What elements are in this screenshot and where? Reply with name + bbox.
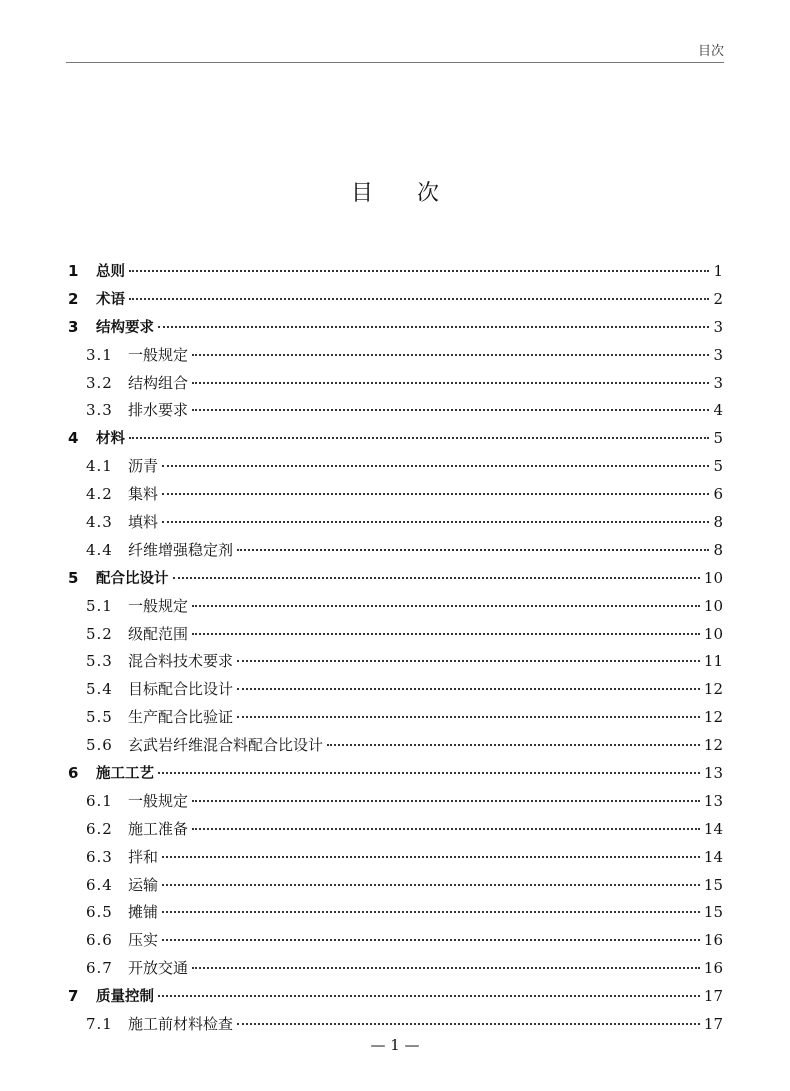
toc-leader-dots xyxy=(173,577,700,579)
toc-leader-dots xyxy=(129,437,709,439)
toc-entry-number: 6.2 xyxy=(86,819,113,838)
toc-entry-page: 14 xyxy=(703,847,723,866)
toc-leader-dots xyxy=(237,716,700,718)
toc-leader-dots xyxy=(158,326,709,328)
toc-leader-dots xyxy=(162,521,709,523)
page-number: — 1 — xyxy=(370,1036,420,1054)
toc-entry-number: 5.5 xyxy=(86,708,113,727)
toc-leader-dots xyxy=(237,688,700,690)
toc-leader-dots xyxy=(237,549,709,551)
toc-entry-number: 6.5 xyxy=(86,903,113,922)
toc-entry-title: 生产配合比验证 xyxy=(128,708,234,727)
toc-entry-page: 5 xyxy=(713,457,723,476)
toc-entry-title: 混合料技术要求 xyxy=(128,652,234,671)
toc-entry-number: 6.6 xyxy=(86,931,113,950)
toc-entry-page: 3 xyxy=(713,345,723,364)
toc-entry-title: 施工前材料检查 xyxy=(128,1015,234,1034)
toc-entry-title: 压实 xyxy=(128,931,159,950)
toc-entry[interactable] xyxy=(68,983,723,1011)
toc-leader-dots xyxy=(158,995,700,997)
toc-entry-page: 12 xyxy=(703,736,723,755)
toc-leader-dots xyxy=(327,744,700,746)
toc-entry-number: 4.4 xyxy=(86,540,113,559)
toc-entry-page: 17 xyxy=(703,1015,723,1034)
toc-entry-page: 16 xyxy=(703,959,723,978)
toc-leader-dots xyxy=(162,856,700,858)
toc-entry-title: 施工工艺 xyxy=(96,766,154,783)
toc-entry-title: 一般规定 xyxy=(128,345,189,364)
toc-entry-page: 6 xyxy=(713,485,723,504)
table-of-contents xyxy=(68,258,723,1039)
toc-entry-page: 13 xyxy=(703,764,723,783)
toc-entry-page: 12 xyxy=(703,708,723,727)
toc-leader-dots xyxy=(192,967,700,969)
toc-entry[interactable] xyxy=(68,899,723,927)
toc-entry[interactable] xyxy=(68,621,723,649)
toc-entry-number: 7 xyxy=(68,987,79,1006)
toc-entry[interactable] xyxy=(68,955,723,983)
toc-entry-number: 6.1 xyxy=(86,791,113,810)
toc-entry-number: 5.1 xyxy=(86,596,113,615)
toc-entry-page: 11 xyxy=(703,652,723,671)
toc-entry[interactable] xyxy=(68,453,723,481)
toc-entry-number: 6.4 xyxy=(86,875,113,894)
toc-entry[interactable] xyxy=(68,788,723,816)
toc-entry[interactable] xyxy=(68,816,723,844)
toc-entry-page: 12 xyxy=(703,680,723,699)
toc-entry-number: 6 xyxy=(68,764,79,783)
toc-entry-title: 目标配合比设计 xyxy=(128,680,234,699)
toc-leader-dots xyxy=(192,409,709,411)
toc-leader-dots xyxy=(192,354,709,356)
toc-entry[interactable] xyxy=(68,732,723,760)
toc-entry-number: 5.2 xyxy=(86,624,113,643)
toc-entry-number: 4.2 xyxy=(86,485,113,504)
toc-entry-page: 15 xyxy=(703,903,723,922)
toc-entry-title: 质量控制 xyxy=(96,989,154,1006)
toc-entry-number: 4 xyxy=(68,429,79,448)
toc-entry[interactable] xyxy=(68,314,723,342)
toc-entry[interactable] xyxy=(68,593,723,621)
toc-entry-title: 级配范围 xyxy=(128,624,189,643)
toc-entry[interactable] xyxy=(68,565,723,593)
toc-entry-page: 13 xyxy=(703,791,723,810)
toc-leader-dots xyxy=(192,828,700,830)
toc-leader-dots xyxy=(192,633,700,635)
toc-entry-title: 沥青 xyxy=(128,457,159,476)
toc-entry-title: 材料 xyxy=(96,431,125,448)
toc-entry[interactable] xyxy=(68,258,723,286)
toc-entry-title: 玄武岩纤维混合料配合比设计 xyxy=(128,736,324,755)
toc-entry-page: 8 xyxy=(713,540,723,559)
toc-entry-title: 配合比设计 xyxy=(96,570,169,587)
toc-leader-dots xyxy=(129,298,709,300)
toc-entry-title: 纤维增强稳定剂 xyxy=(128,540,234,559)
toc-leader-dots xyxy=(162,465,709,467)
toc-entry[interactable] xyxy=(68,648,723,676)
toc-entry-title: 拌和 xyxy=(128,847,159,866)
toc-entry-number: 3.1 xyxy=(86,345,113,364)
toc-leader-dots xyxy=(162,884,700,886)
toc-entry-title: 施工准备 xyxy=(128,819,189,838)
toc-entry[interactable] xyxy=(68,370,723,398)
toc-leader-dots xyxy=(192,800,700,802)
running-header: 目次 xyxy=(697,44,724,59)
toc-entry[interactable] xyxy=(68,927,723,955)
toc-entry-page: 10 xyxy=(703,624,723,643)
toc-entry[interactable] xyxy=(68,537,723,565)
toc-entry-number: 5 xyxy=(68,568,79,587)
toc-entry-number: 4.1 xyxy=(86,457,113,476)
toc-entry[interactable] xyxy=(68,481,723,509)
toc-entry[interactable] xyxy=(68,1011,723,1039)
toc-leader-dots xyxy=(162,911,700,913)
toc-entry[interactable] xyxy=(68,704,723,732)
toc-leader-dots xyxy=(192,382,709,384)
toc-entry[interactable] xyxy=(68,676,723,704)
toc-entry[interactable] xyxy=(68,397,723,425)
toc-entry-title: 填料 xyxy=(128,513,159,532)
toc-entry-page: 15 xyxy=(703,875,723,894)
toc-entry-number: 3.3 xyxy=(86,401,113,420)
toc-entry[interactable] xyxy=(68,342,723,370)
toc-leader-dots xyxy=(237,1023,700,1025)
toc-entry-title: 术语 xyxy=(96,291,125,308)
toc-leader-dots xyxy=(192,605,700,607)
toc-entry-title: 摊铺 xyxy=(128,903,159,922)
toc-entry-title: 一般规定 xyxy=(128,791,189,810)
toc-leader-dots xyxy=(237,660,700,662)
toc-entry-number: 6.3 xyxy=(86,847,113,866)
toc-leader-dots xyxy=(129,270,709,272)
toc-entry-page: 17 xyxy=(703,987,723,1006)
toc-entry-page: 1 xyxy=(713,262,723,280)
toc-entry[interactable] xyxy=(68,844,723,872)
toc-entry[interactable] xyxy=(68,286,723,314)
toc-entry-number: 1 xyxy=(68,262,79,280)
toc-entry-page: 14 xyxy=(703,819,723,838)
toc-entry-page: 5 xyxy=(713,429,723,448)
toc-entry-page: 10 xyxy=(703,596,723,615)
toc-entry-page: 3 xyxy=(713,317,723,336)
toc-leader-dots xyxy=(162,493,709,495)
toc-entry-title: 结构要求 xyxy=(96,319,154,336)
toc-entry[interactable] xyxy=(68,872,723,900)
toc-entry-number: 3 xyxy=(68,317,79,336)
toc-leader-dots xyxy=(158,772,700,774)
page-title: 目次 xyxy=(350,181,483,206)
toc-entry-title: 排水要求 xyxy=(128,401,189,420)
toc-entry-title: 集料 xyxy=(128,485,159,504)
toc-entry-title: 结构组合 xyxy=(128,373,189,392)
toc-entry-number: 5.3 xyxy=(86,652,113,671)
toc-entry-title: 总则 xyxy=(96,264,125,280)
toc-entry[interactable] xyxy=(68,509,723,537)
header-divider xyxy=(66,62,724,63)
toc-entry-page: 2 xyxy=(713,289,723,308)
toc-entry-number: 5.4 xyxy=(86,680,113,699)
toc-entry[interactable] xyxy=(68,760,723,788)
toc-entry-number: 6.7 xyxy=(86,959,113,978)
toc-entry-page: 16 xyxy=(703,931,723,950)
toc-entry-number: 5.6 xyxy=(86,736,113,755)
toc-entry-title: 运输 xyxy=(128,875,159,894)
toc-entry-number: 4.3 xyxy=(86,513,113,532)
toc-entry-page: 3 xyxy=(713,373,723,392)
toc-entry-title: 一般规定 xyxy=(128,596,189,615)
toc-leader-dots xyxy=(162,939,700,941)
toc-entry-page: 4 xyxy=(713,401,723,420)
toc-entry-title: 开放交通 xyxy=(128,959,189,978)
toc-entry-number: 2 xyxy=(68,289,79,308)
toc-entry-page: 10 xyxy=(703,568,723,587)
toc-entry[interactable] xyxy=(68,425,723,453)
toc-entry-number: 7.1 xyxy=(86,1015,113,1034)
toc-entry-page: 8 xyxy=(713,513,723,532)
toc-entry-number: 3.2 xyxy=(86,373,113,392)
